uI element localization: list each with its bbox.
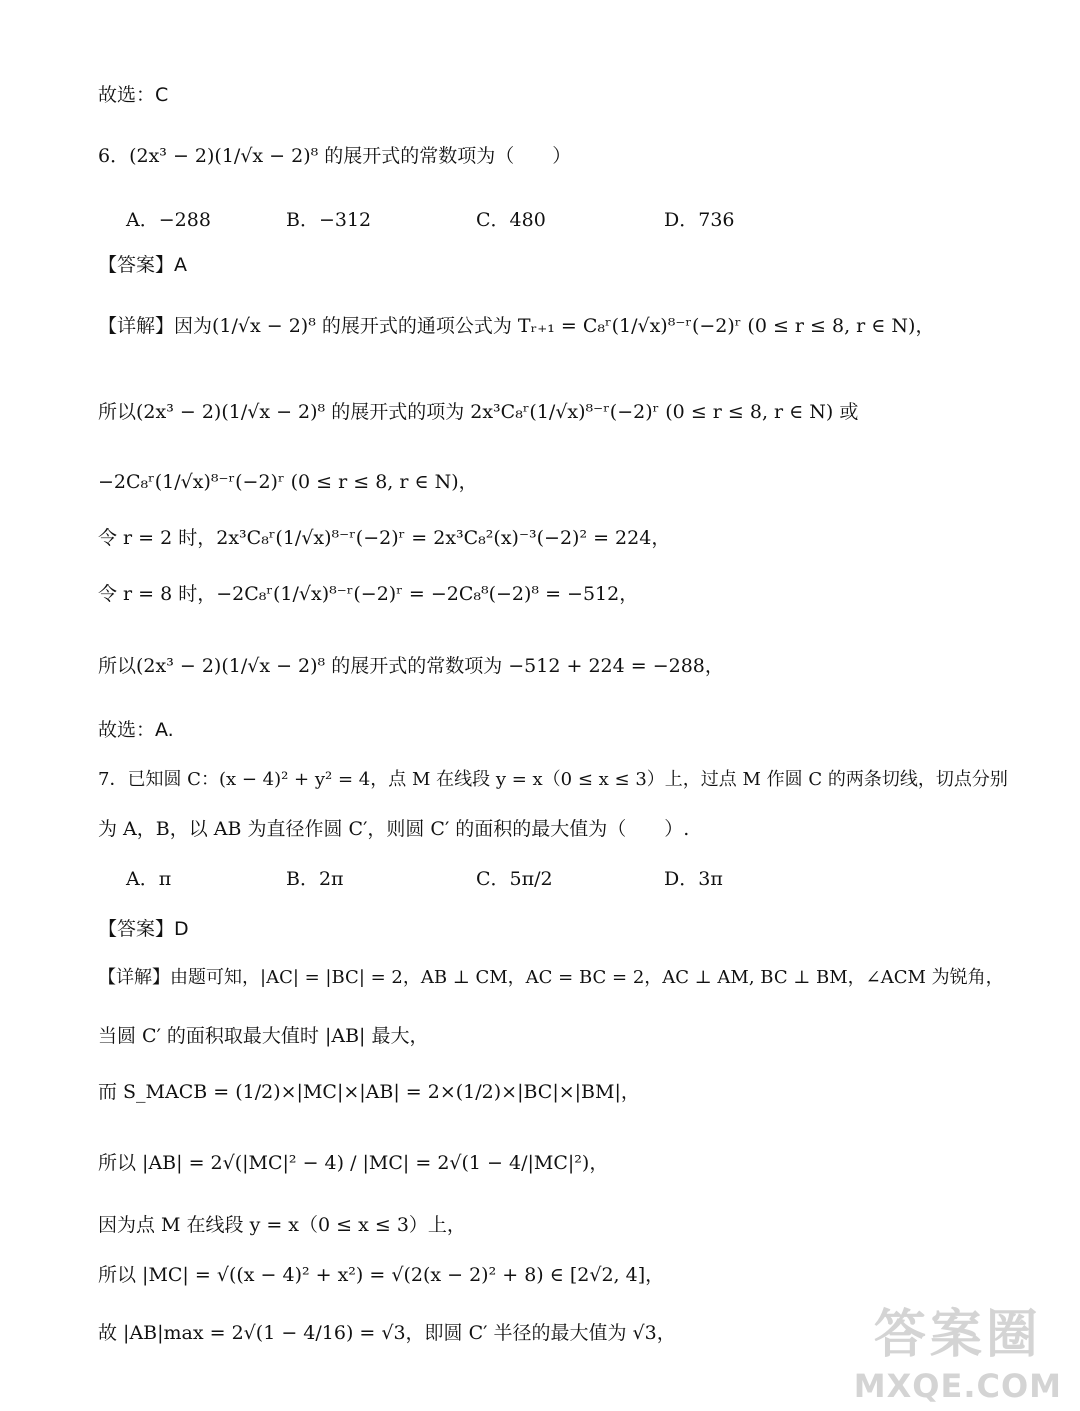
q6-explanation-line: −2C₈ʳ(1/√x)⁸⁻ʳ(−2)ʳ (0 ≤ r ≤ 8, r ∈ N)， <box>98 471 478 493</box>
q7-explanation-line: 【详解】由题可知，|AC| = |BC| = 2，AB ⊥ CM，AC = BC = 2，AC ⊥ AM, BC ⊥ BM，∠ACM 为锐角， <box>98 967 1004 988</box>
q6-explanation-line: 所以(2x³ − 2)(1/√x − 2)⁸ 的展开式的常数项为 −512 + 224 = −288， <box>98 655 724 677</box>
q7-stem: 7．已知圆 C：(x − 4)² + y² = 4，点 M 在线段 y = x（0 ≤ x ≤ 3）上，过点 M 作圆 C 的两条切线，切点分别 <box>98 769 1008 790</box>
q7-option-b: B．2π <box>286 868 344 890</box>
site-watermark <box>854 1292 1062 1405</box>
q7-explanation-line: 而 S_MACB = (1/2)×|MC|×|AB| = 2×(1/2)×|BC|×|BM|， <box>98 1081 640 1103</box>
q7-option-d: D．3π <box>664 868 723 890</box>
q7-option-a: A．π <box>126 868 172 890</box>
q6-explanation-line: 【详解】因为(1/√x − 2)⁸ 的展开式的通项公式为 Tᵣ₊₁ = C₈ʳ(1/√x)⁸⁻ʳ(−2)ʳ (0 ≤ r ≤ 8, r ∈ N)， <box>98 315 935 337</box>
q7-explanation-line: 故 |AB|max = 2√(1 − 4/16) = √3，即圆 C′ 半径的最大值为 √3， <box>98 1322 676 1344</box>
q6-explanation-line: 令 r = 8 时，−2C₈ʳ(1/√x)⁸⁻ʳ(−2)ʳ = −2C₈⁸(−2)⁸ = −512， <box>98 583 639 605</box>
q6-option-d: D．736 <box>664 209 735 231</box>
q6-option-c: C．480 <box>476 209 546 231</box>
q7-explanation-line: 因为点 M 在线段 y = x（0 ≤ x ≤ 3）上， <box>98 1214 466 1236</box>
q5-conclusion: 故选：C <box>98 84 169 106</box>
q6-option-b: B．−312 <box>286 209 372 231</box>
q6-conclusion: 故选：A. <box>98 719 174 741</box>
watermark-logo-text: 答案圈 <box>873 1305 1042 1365</box>
q7-explanation-line: 当圆 C′ 的面积取最大值时 |AB| 最大， <box>98 1025 429 1047</box>
q6-answer: 【答案】A <box>98 254 187 276</box>
watermark-domain: MXQE.COM <box>853 1367 1062 1405</box>
q6-stem: 6．(2x³ − 2)(1/√x − 2)⁸ 的展开式的常数项为（ ） <box>98 145 572 167</box>
q7-explanation-line: 所以 |AB| = 2√(|MC|² − 4) / |MC| = 2√(1 − 4/|MC|²)， <box>98 1152 609 1174</box>
q7-stem: 为 A，B，以 AB 为直径作圆 C′，则圆 C′ 的面积的最大值为（ ）. <box>98 818 690 840</box>
q6-option-a: A．−288 <box>126 209 211 231</box>
q6-explanation-line: 所以(2x³ − 2)(1/√x − 2)⁸ 的展开式的项为 2x³C₈ʳ(1/√x)⁸⁻ʳ(−2)ʳ (0 ≤ r ≤ 8, r ∈ N) 或 <box>98 401 859 423</box>
q7-option-c: C．5π/2 <box>476 868 553 890</box>
q6-explanation-line: 令 r = 2 时，2x³C₈ʳ(1/√x)⁸⁻ʳ(−2)ʳ = 2x³C₈²(x)⁻³(−2)² = 224， <box>98 527 671 549</box>
q7-answer: 【答案】D <box>98 918 189 940</box>
q7-explanation-line: 所以 |MC| = √((x − 4)² + x²) = √(2(x − 2)² + 8) ∈ [2√2, 4]， <box>98 1264 665 1286</box>
